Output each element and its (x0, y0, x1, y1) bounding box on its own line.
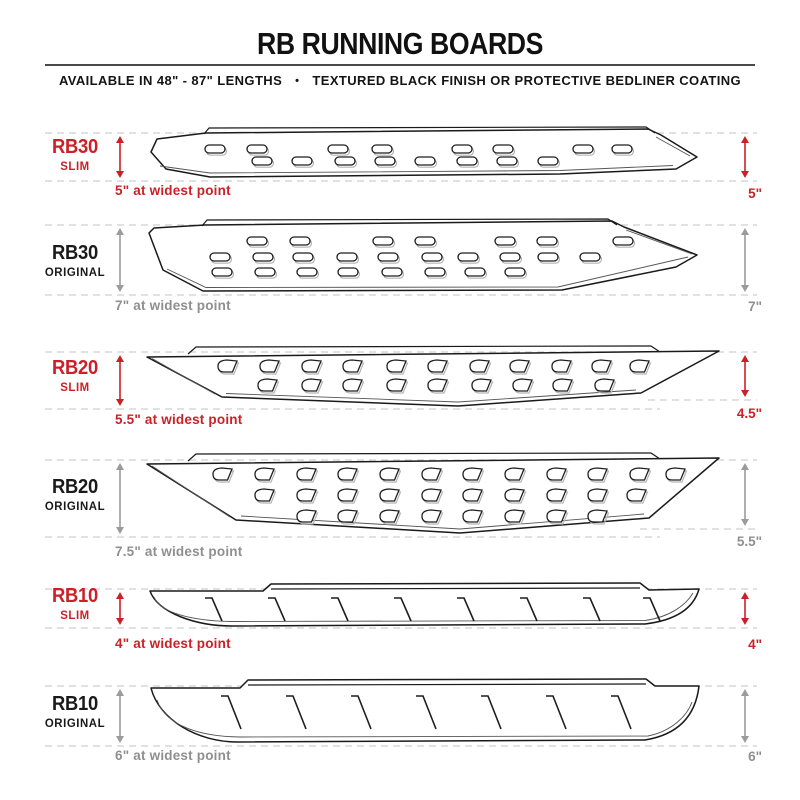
rb10-slim-figure (45, 583, 757, 628)
pill-slot (537, 237, 557, 245)
height-label: 6" (748, 749, 762, 764)
pill-slot (452, 145, 472, 153)
arrow-down-icon (741, 519, 749, 526)
board-name: RB20 (52, 476, 98, 498)
pill-slot (457, 157, 477, 165)
widest-point-label: 5" at widest point (115, 183, 231, 198)
height-label: 4" (748, 637, 762, 652)
pill-slot (212, 268, 232, 276)
arrow-up-icon (116, 463, 124, 470)
pill-slot (415, 237, 435, 245)
board-label-rb30-slim (28, 137, 122, 173)
pill-slot (338, 268, 358, 276)
arrow-up-icon (741, 228, 749, 235)
pill-slot (612, 145, 632, 153)
rb10-original-figure (45, 679, 757, 746)
subtitle-lengths: AVAILABLE IN 48" - 87" LENGTHS (58, 73, 283, 88)
arrow-up-icon (741, 592, 749, 599)
pill-slot (465, 268, 485, 276)
board-variant: SLIM (60, 380, 90, 394)
arrow-up-icon (741, 136, 749, 143)
rb20-original-figure (45, 453, 757, 537)
arrow-up-icon (741, 355, 749, 362)
arrow-down-icon (116, 527, 124, 534)
board-name: RB20 (52, 357, 98, 379)
pill-slot (497, 157, 517, 165)
pill-slot (255, 268, 275, 276)
pill-slot (378, 253, 398, 261)
arrow-down-icon (116, 736, 124, 743)
widest-point-label: 4" at widest point (115, 636, 231, 651)
widest-point-label: 7.5" at widest point (115, 544, 243, 559)
board-label-rb20-slim (28, 358, 122, 394)
pill-slot (252, 157, 272, 165)
board-variant: SLIM (60, 159, 90, 173)
height-label: 4.5" (736, 406, 762, 421)
pill-slot (415, 157, 435, 165)
pill-slot (247, 237, 267, 245)
arrow-up-icon (741, 689, 749, 696)
board-name: RB10 (52, 585, 98, 607)
pill-slot (210, 253, 230, 261)
rb30-original-figure (45, 219, 757, 295)
board-variant: ORIGINAL (44, 716, 106, 730)
arrow-down-icon (116, 285, 124, 292)
rb30-slim-figure (45, 127, 757, 181)
pill-slot (573, 145, 593, 153)
pill-slot (505, 268, 525, 276)
arrow-down-icon (741, 171, 749, 178)
pill-slot (335, 157, 355, 165)
pill-slot (613, 237, 633, 245)
arrow-up-icon (116, 228, 124, 235)
pill-slot (538, 157, 558, 165)
pill-slot (538, 253, 558, 261)
widest-point-label: 5.5" at widest point (115, 412, 243, 427)
pill-slot (253, 253, 273, 261)
height-label: 5" (748, 186, 762, 201)
arrow-down-icon (741, 736, 749, 743)
pill-slot (493, 145, 513, 153)
pill-slot (580, 253, 600, 261)
page-title: RB RUNNING BOARDS (257, 26, 543, 61)
pill-slot (495, 237, 515, 245)
arrow-down-icon (741, 618, 749, 625)
pill-slot (337, 253, 357, 261)
arrow-down-icon (741, 390, 749, 397)
board-variant: ORIGINAL (44, 499, 106, 513)
widest-point-label: 6" at widest point (115, 748, 231, 763)
height-label: 7" (748, 299, 762, 314)
bullet-separator-icon: • (295, 74, 300, 87)
pill-slot (292, 157, 312, 165)
pill-slot (382, 268, 402, 276)
board-name: RB30 (52, 242, 98, 264)
pill-slot (290, 237, 310, 245)
rb20-slim-figure (45, 346, 757, 409)
pill-slot (422, 253, 442, 261)
pill-slot (328, 145, 348, 153)
board-variant: ORIGINAL (44, 265, 106, 279)
pill-slot (247, 145, 267, 153)
pill-slot (293, 253, 313, 261)
arrow-up-icon (741, 463, 749, 470)
board-label-rb20-original (28, 477, 122, 513)
pill-slot (458, 253, 478, 261)
arrow-down-icon (741, 285, 749, 292)
pill-slot (372, 145, 392, 153)
board-variant: SLIM (60, 608, 90, 622)
pill-slot (375, 157, 395, 165)
board-label-rb10-original (28, 694, 122, 730)
pill-slot (373, 237, 393, 245)
board-name: RB10 (52, 693, 98, 715)
board-label-rb30-original (28, 243, 122, 279)
board-outline (150, 583, 699, 626)
pill-slot (205, 145, 225, 153)
arrow-down-icon (116, 399, 124, 406)
board-name: RB30 (52, 136, 98, 158)
board-outline (147, 351, 719, 406)
height-label: 5.5" (736, 534, 762, 549)
board-label-rb10-slim (28, 586, 122, 622)
pill-slot (500, 253, 520, 261)
subtitle-finish: TEXTURED BLACK FINISH OR PROTECTIVE BEDLINER COATING (312, 73, 742, 88)
widest-point-label: 7" at widest point (115, 298, 231, 313)
pill-slot (425, 268, 445, 276)
pill-slot (297, 268, 317, 276)
